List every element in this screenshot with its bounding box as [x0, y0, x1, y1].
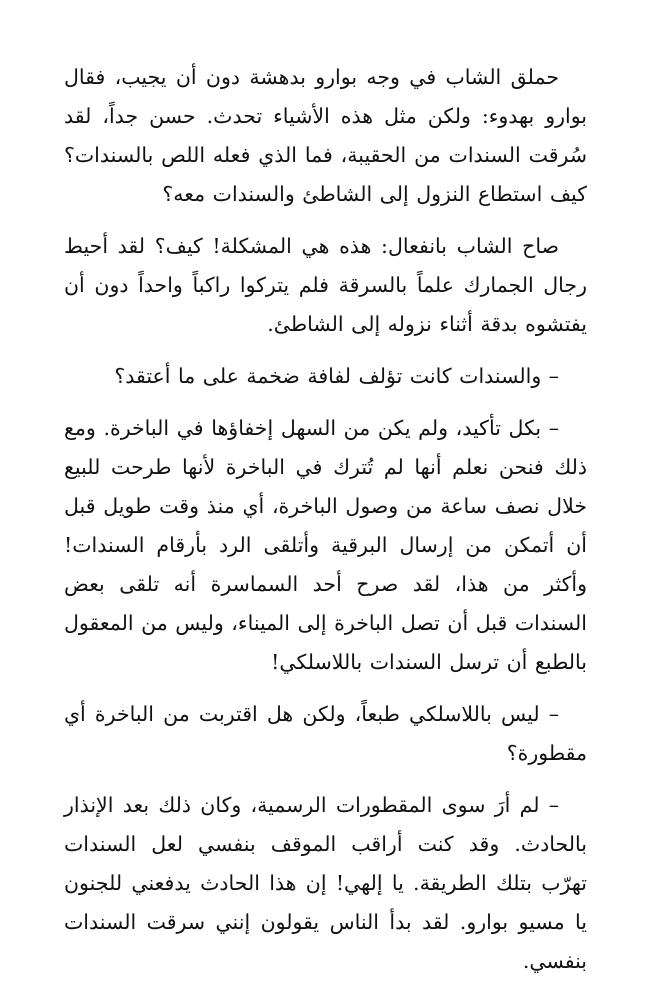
paragraph-6: – لم أرَ سوى المقطورات الرسمية، وكان ذلك بعد الإنذار بالحادث. وقد كنت أراقب الموقف بنفسي لعل السندات تهرّب بتلك الطريقة. يا إلهي! إن هذا الحادث يدفعني للجنون يا مسيو بوارو. لقد بدأ الناس يقولون إنني سرقت السندات بنفسي.: [64, 793, 587, 973]
paragraph-1: حملق الشاب في وجه بوارو بدهشة دون أن يجيب، فقال بوارو بهدوء: ولكن مثل هذه الأشياء تحدث. حسن جداً، لقد سُرقت السندات من الحقيبة، فما الذي فعله اللص بالسندات؟ كيف استطاع النزول إلى الشاطئ والسندات معه؟: [64, 65, 587, 206]
paragraph-2: صاح الشاب بانفعال: هذه هي المشكلة! كيف؟ لقد أحيط رجال الجمارك علماً بالسرقة فلم يتركوا راكباً واحداً دون أن يفتشوه بدقة أثناء نزوله إلى الشاطئ.: [64, 234, 587, 336]
paragraph-3: – والسندات كانت تؤلف لفافة ضخمة على ما أعتقد؟: [114, 364, 559, 388]
paragraph-4: – بكل تأكيد، ولم يكن من السهل إخفاؤها في الباخرة. ومع ذلك فنحن نعلم أنها لم تُترك في الباخرة لأنها طرحت للبيع خلال نصف ساعة من وصول الباخرة، أي منذ وقت طويل قبل أن أتمكن من إرسال البرقية وأتلقى الرد بأرقام السندات! وأكثر من هذا، لقد صرح أحد السماسرة أنه تلقى بعض السندات قبل أن تصل الباخرة إلى الميناء، وليس من المعقول بالطبع أن ترسل السندات باللاسلكي!: [64, 416, 587, 674]
paragraph-5: – ليس باللاسلكي طبعاً، ولكن هل اقتربت من الباخرة أي مقطورة؟: [64, 702, 587, 765]
